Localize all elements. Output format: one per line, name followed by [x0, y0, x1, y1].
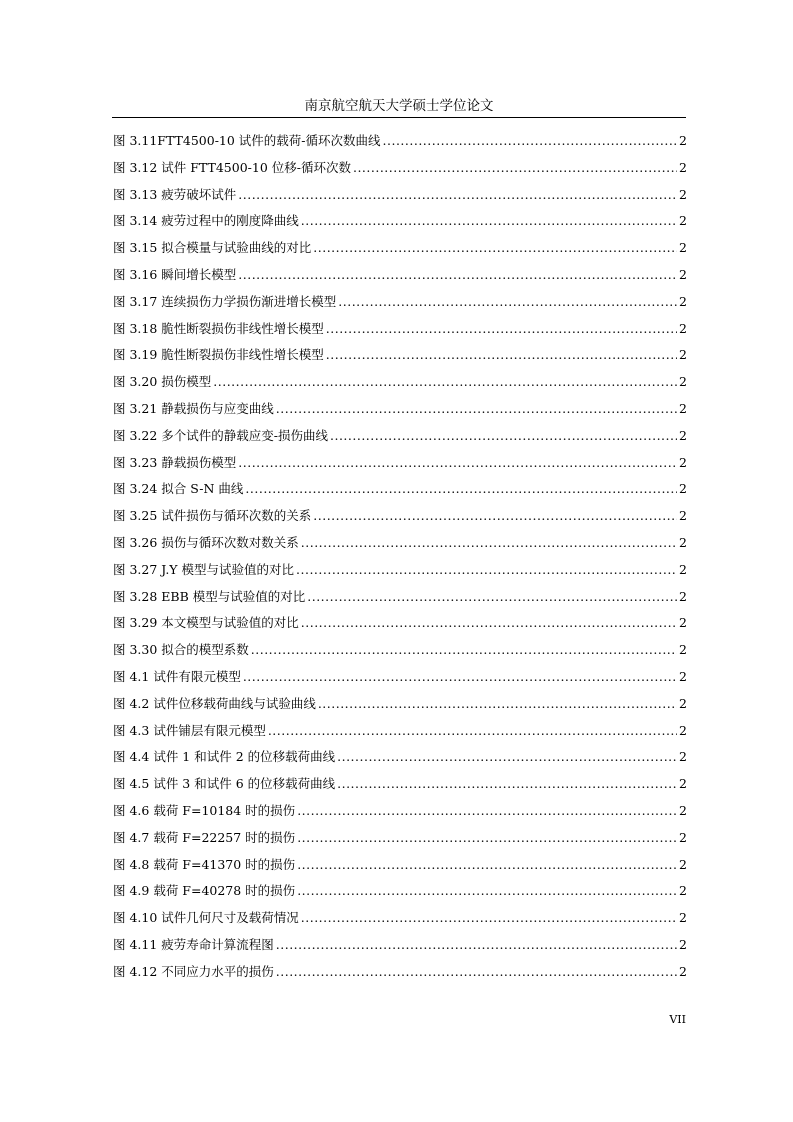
toc-entry[interactable]	[113, 476, 687, 503]
toc-entry-page: 2	[679, 936, 687, 952]
toc-entry-label: 图 4.3 试件铺层有限元模型	[113, 722, 266, 738]
toc-entry[interactable]	[113, 235, 687, 262]
toc-dot-leader	[297, 878, 677, 905]
toc-entry[interactable]	[113, 691, 687, 718]
toc-dot-leader	[238, 450, 677, 477]
figure-list	[113, 128, 687, 986]
toc-entry-page: 2	[679, 454, 687, 470]
toc-entry[interactable]	[113, 664, 687, 691]
toc-entry[interactable]	[113, 852, 687, 879]
toc-entry-label: 图 3.29 本文模型与试验值的对比	[113, 615, 299, 631]
toc-entry[interactable]	[113, 423, 687, 450]
toc-entry-page: 2	[679, 266, 687, 282]
toc-entry-page: 2	[679, 427, 687, 443]
toc-entry-label: 图 4.4 试件 1 和试件 2 的位移载荷曲线	[113, 749, 336, 765]
toc-entry-label: 图 3.19 脆性断裂损伤非线性增长模型	[113, 347, 324, 363]
toc-entry-page: 2	[679, 159, 687, 175]
toc-entry-label: 图 4.7 载荷 F=22257 时的损伤	[113, 829, 296, 845]
toc-entry[interactable]	[113, 744, 687, 771]
toc-dot-leader	[353, 155, 677, 182]
toc-entry-page: 2	[679, 642, 687, 658]
toc-entry[interactable]	[113, 450, 687, 477]
toc-entry-page: 2	[679, 829, 687, 845]
running-header: 南京航空航天大学硕士学位论文	[112, 95, 686, 118]
toc-entry[interactable]	[113, 932, 687, 959]
toc-entry-label: 图 3.20 损伤模型	[113, 374, 212, 390]
toc-dot-leader	[276, 959, 677, 986]
toc-entry-page: 2	[679, 374, 687, 390]
toc-entry[interactable]	[113, 557, 687, 584]
toc-entry-label: 图 4.2 试件位移载荷曲线与试验曲线	[113, 695, 316, 711]
toc-dot-leader	[238, 182, 677, 209]
toc-entry[interactable]	[113, 396, 687, 423]
toc-dot-leader	[330, 423, 677, 450]
toc-entry-page: 2	[679, 293, 687, 309]
toc-dot-leader	[276, 396, 677, 423]
toc-dot-leader	[313, 503, 677, 530]
toc-entry-label: 图 3.24 拟合 S-N 曲线	[113, 481, 244, 497]
toc-dot-leader	[307, 584, 677, 611]
toc-entry-label: 图 4.6 载荷 F=10184 时的损伤	[113, 802, 296, 818]
toc-entry-page: 2	[679, 615, 687, 631]
toc-entry[interactable]	[113, 771, 687, 798]
toc-entry[interactable]	[113, 128, 687, 155]
toc-entry-label: 图 3.14 疲劳过程中的刚度降曲线	[113, 213, 299, 229]
toc-entry-page: 2	[679, 668, 687, 684]
toc-entry[interactable]	[113, 262, 687, 289]
toc-entry-page: 2	[679, 749, 687, 765]
toc-entry-label: 图 3.11FTT4500-10 试件的载荷-循环次数曲线	[113, 133, 381, 148]
toc-entry[interactable]	[113, 342, 687, 369]
toc-entry-page: 2	[679, 910, 687, 926]
toc-dot-leader	[383, 128, 678, 155]
toc-entry-label: 图 4.12 不同应力水平的损伤	[113, 963, 274, 979]
toc-dot-leader	[326, 316, 677, 343]
toc-entry-page: 2	[679, 186, 687, 202]
toc-entry[interactable]	[113, 637, 687, 664]
toc-entry-page: 2	[679, 213, 687, 229]
toc-entry-page: 2	[679, 481, 687, 497]
toc-dot-leader	[313, 235, 677, 262]
toc-dot-leader	[337, 744, 677, 771]
toc-entry[interactable]	[113, 959, 687, 986]
toc-dot-leader	[243, 664, 677, 691]
toc-entry-page: 2	[679, 240, 687, 256]
toc-dot-leader	[213, 369, 677, 396]
toc-dot-leader	[326, 342, 677, 369]
toc-dot-leader	[297, 852, 677, 879]
toc-entry-label: 图 4.9 载荷 F=40278 时的损伤	[113, 883, 296, 899]
toc-entry-page: 2	[679, 963, 687, 979]
toc-entry-label: 图 3.17 连续损伤力学损伤渐进增长模型	[113, 293, 337, 309]
toc-entry-label: 图 4.11 疲劳寿命计算流程图	[113, 936, 274, 952]
toc-entry-label: 图 3.18 脆性断裂损伤非线性增长模型	[113, 320, 324, 336]
toc-entry-page: 2	[679, 695, 687, 711]
toc-entry-page: 2	[679, 561, 687, 577]
toc-entry-page: 2	[679, 588, 687, 604]
toc-entry-label: 图 3.16 瞬间增长模型	[113, 266, 237, 282]
toc-entry[interactable]	[113, 878, 687, 905]
toc-entry-page: 2	[679, 776, 687, 792]
toc-entry-label: 图 4.10 试件几何尺寸及载荷情况	[113, 910, 299, 926]
toc-entry-page: 2	[679, 320, 687, 336]
toc-entry[interactable]	[113, 798, 687, 825]
toc-entry-page: 2	[679, 133, 687, 148]
toc-dot-leader	[338, 289, 677, 316]
toc-entry-label: 图 3.23 静载损伤模型	[113, 454, 237, 470]
toc-entry[interactable]	[113, 825, 687, 852]
toc-entry-label: 图 3.13 疲劳破坏试件	[113, 186, 237, 202]
toc-entry[interactable]	[113, 503, 687, 530]
toc-entry-label: 图 3.28 EBB 模型与试验值的对比	[113, 588, 306, 604]
toc-dot-leader	[301, 905, 677, 932]
toc-entry-label: 图 3.30 拟合的模型系数	[113, 642, 249, 658]
toc-entry-page: 2	[679, 534, 687, 550]
toc-entry-page: 2	[679, 400, 687, 416]
toc-entry-label: 图 3.25 试件损伤与循环次数的关系	[113, 508, 312, 524]
toc-entry-label: 图 4.1 试件有限元模型	[113, 668, 241, 684]
toc-entry[interactable]	[113, 905, 687, 932]
toc-dot-leader	[337, 771, 677, 798]
toc-entry-label: 图 3.27 J.Y 模型与试验值的对比	[113, 561, 295, 577]
toc-entry-page: 2	[679, 347, 687, 363]
toc-entry-page: 2	[679, 883, 687, 899]
toc-entry[interactable]	[113, 718, 687, 745]
toc-entry[interactable]	[113, 208, 687, 235]
toc-entry[interactable]	[113, 155, 687, 182]
toc-entry[interactable]	[113, 584, 687, 611]
toc-dot-leader	[238, 262, 677, 289]
toc-dot-leader	[301, 610, 677, 637]
toc-entry-label: 图 3.12 试件 FTT4500-10 位移-循环次数	[113, 159, 351, 175]
toc-dot-leader	[301, 208, 677, 235]
toc-dot-leader	[318, 691, 677, 718]
toc-entry[interactable]	[113, 289, 687, 316]
toc-entry-page: 2	[679, 802, 687, 818]
toc-dot-leader	[268, 718, 677, 745]
toc-entry[interactable]	[113, 369, 687, 396]
toc-dot-leader	[276, 932, 677, 959]
toc-entry-label: 图 3.15 拟合模量与试验曲线的对比	[113, 240, 312, 256]
toc-dot-leader	[245, 476, 677, 503]
page-number: VII	[669, 1013, 686, 1026]
toc-entry[interactable]	[113, 182, 687, 209]
toc-entry[interactable]	[113, 530, 687, 557]
toc-entry[interactable]	[113, 316, 687, 343]
toc-entry-label: 图 3.26 损伤与循环次数对数关系	[113, 534, 299, 550]
toc-entry-label: 图 4.8 载荷 F=41370 时的损伤	[113, 856, 296, 872]
toc-entry-page: 2	[679, 856, 687, 872]
toc-entry-label: 图 4.5 试件 3 和试件 6 的位移载荷曲线	[113, 776, 336, 792]
toc-dot-leader	[251, 637, 677, 664]
toc-dot-leader	[297, 798, 677, 825]
toc-dot-leader	[296, 557, 677, 584]
toc-entry-page: 2	[679, 508, 687, 524]
toc-entry-label: 图 3.22 多个试件的静载应变-损伤曲线	[113, 427, 329, 443]
toc-entry-page: 2	[679, 722, 687, 738]
toc-dot-leader	[297, 825, 677, 852]
toc-entry-label: 图 3.21 静载损伤与应变曲线	[113, 400, 274, 416]
toc-entry[interactable]	[113, 610, 687, 637]
toc-dot-leader	[301, 530, 677, 557]
